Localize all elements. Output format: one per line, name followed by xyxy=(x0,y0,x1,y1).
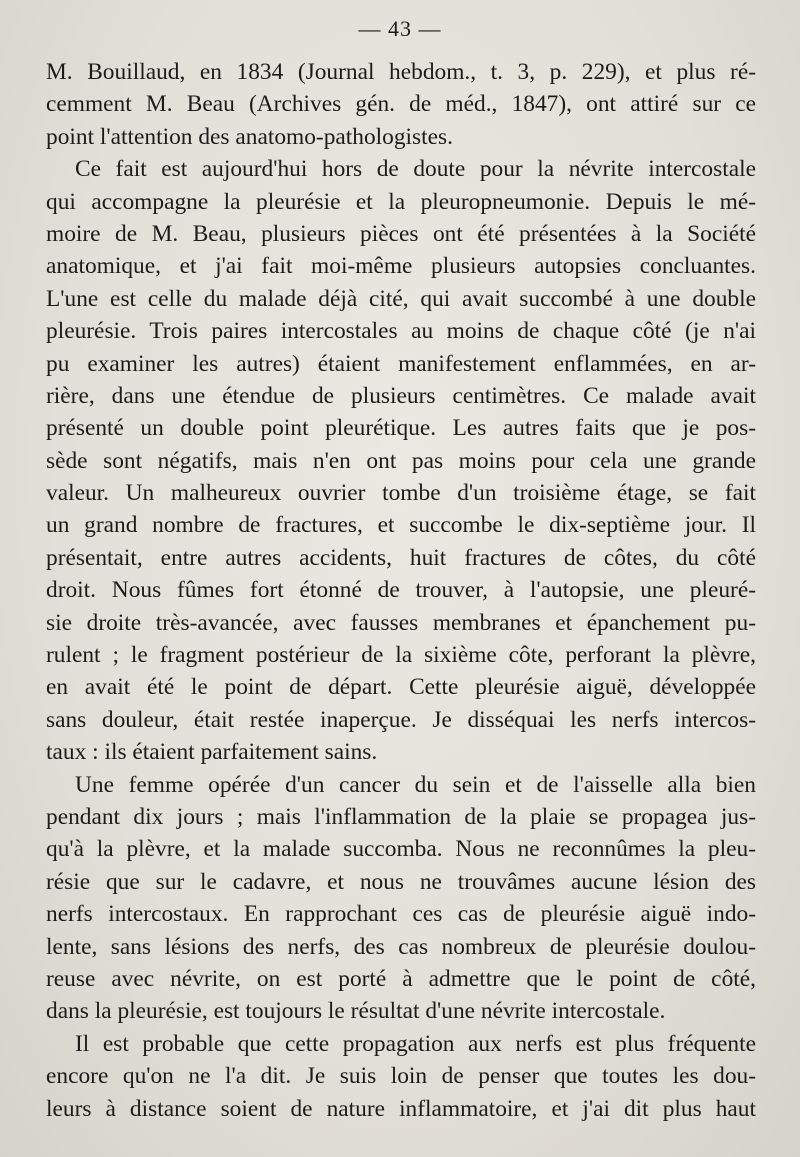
paragraph-first-line: Il est probable que cette propagation aux nerfs est plus fréquente xyxy=(75,1030,756,1057)
page-number: — 43 — xyxy=(358,16,442,41)
text-line: présenté un double point pleurétique. Les autres faits que je pos- xyxy=(46,415,756,442)
text-line: encore qu'on ne l'a dit. Je suis loin de penser que toutes les dou- xyxy=(46,1063,756,1090)
text-line: droit. Nous fûmes fort étonné de trouver, à l'autopsie, une pleuré- xyxy=(46,577,756,604)
text-line: valeur. Un malheureux ouvrier tombe d'un troisième étage, se fait xyxy=(46,480,756,507)
text-line: sans douleur, était restée inaperçue. Je disséquai les nerfs intercos- xyxy=(46,706,756,733)
text-line: pendant dix jours ; mais l'inflammation de la plaie se propagea jus- xyxy=(46,803,756,830)
text-line: qu'à la plèvre, et la malade succomba. Nous ne reconnûmes la pleu- xyxy=(46,836,756,863)
text-line: qui accompagne la pleurésie et la pleuropneumonie. Depuis le mé- xyxy=(46,188,756,215)
text-line: moire de M. Beau, plusieurs pièces ont été présentées à la Société xyxy=(46,220,756,247)
text-line: rière, dans une étendue de plusieurs centimètres. Ce malade avait xyxy=(46,382,756,409)
text-line: M. Bouillaud, en 1834 (Journal hebdom., t. 3, p. 229), et plus ré- xyxy=(46,59,756,85)
text-line: résie que sur le cadavre, et nous ne trouvâmes aucune lésion des xyxy=(46,868,756,895)
text-line: en avait été le point de départ. Cette pleurésie aiguë, développée xyxy=(46,674,756,701)
text-line: sie droite très-avancée, avec fausses membranes et épanchement pu- xyxy=(46,609,756,636)
text-line: nerfs intercostaux. En rapprochant ces cas de pleurésie aiguë indo- xyxy=(46,901,756,928)
text-line: leurs à distance soient de nature inflammatoire, et j'ai dit plus haut xyxy=(46,1095,756,1122)
text-line: cemment M. Beau (Archives gén. de méd., 1847), ont attiré sur ce xyxy=(46,91,756,118)
paragraph-first-line: Ce fait est aujourd'hui hors de doute pour la névrite intercostale xyxy=(75,156,756,183)
body-text xyxy=(46,56,756,1125)
paragraph-first-line: Une femme opérée d'un cancer du sein et de l'aisselle alla bien xyxy=(75,771,756,798)
text-line: sède sont négatifs, mais n'en ont pas moins pour cela une grande xyxy=(46,447,756,474)
text-line: pu examiner les autres) étaient manifestement enflammées, en ar- xyxy=(46,350,756,377)
text-line: taux : ils étaient parfaitement sains. xyxy=(46,739,378,766)
text-line: anatomique, et j'ai fait moi-même plusieurs autopsies concluantes. xyxy=(46,253,756,280)
text-line: dans la pleurésie, est toujours le résultat d'une névrite intercostale. xyxy=(46,998,666,1025)
text-line: pleurésie. Trois paires intercostales au moins de chaque côté (je n'ai xyxy=(46,318,756,345)
text-line: rulent ; le fragment postérieur de la sixième côte, perforant la plèvre, xyxy=(46,642,756,669)
text-line: point l'attention des anatomo-pathologistes. xyxy=(46,123,453,150)
text-line: lente, sans lésions des nerfs, des cas nombreux de pleurésie doulou- xyxy=(46,933,756,960)
text-line: un grand nombre de fractures, et succombe le dix-septième jour. Il xyxy=(46,512,756,539)
text-line: L'une est celle du malade déjà cité, qui avait succombé à une double xyxy=(46,285,756,312)
text-line: présentait, entre autres accidents, huit fractures de côtes, du côté xyxy=(46,544,756,571)
text-line: reuse avec névrite, on est porté à admettre que le point de côté, xyxy=(46,965,756,992)
